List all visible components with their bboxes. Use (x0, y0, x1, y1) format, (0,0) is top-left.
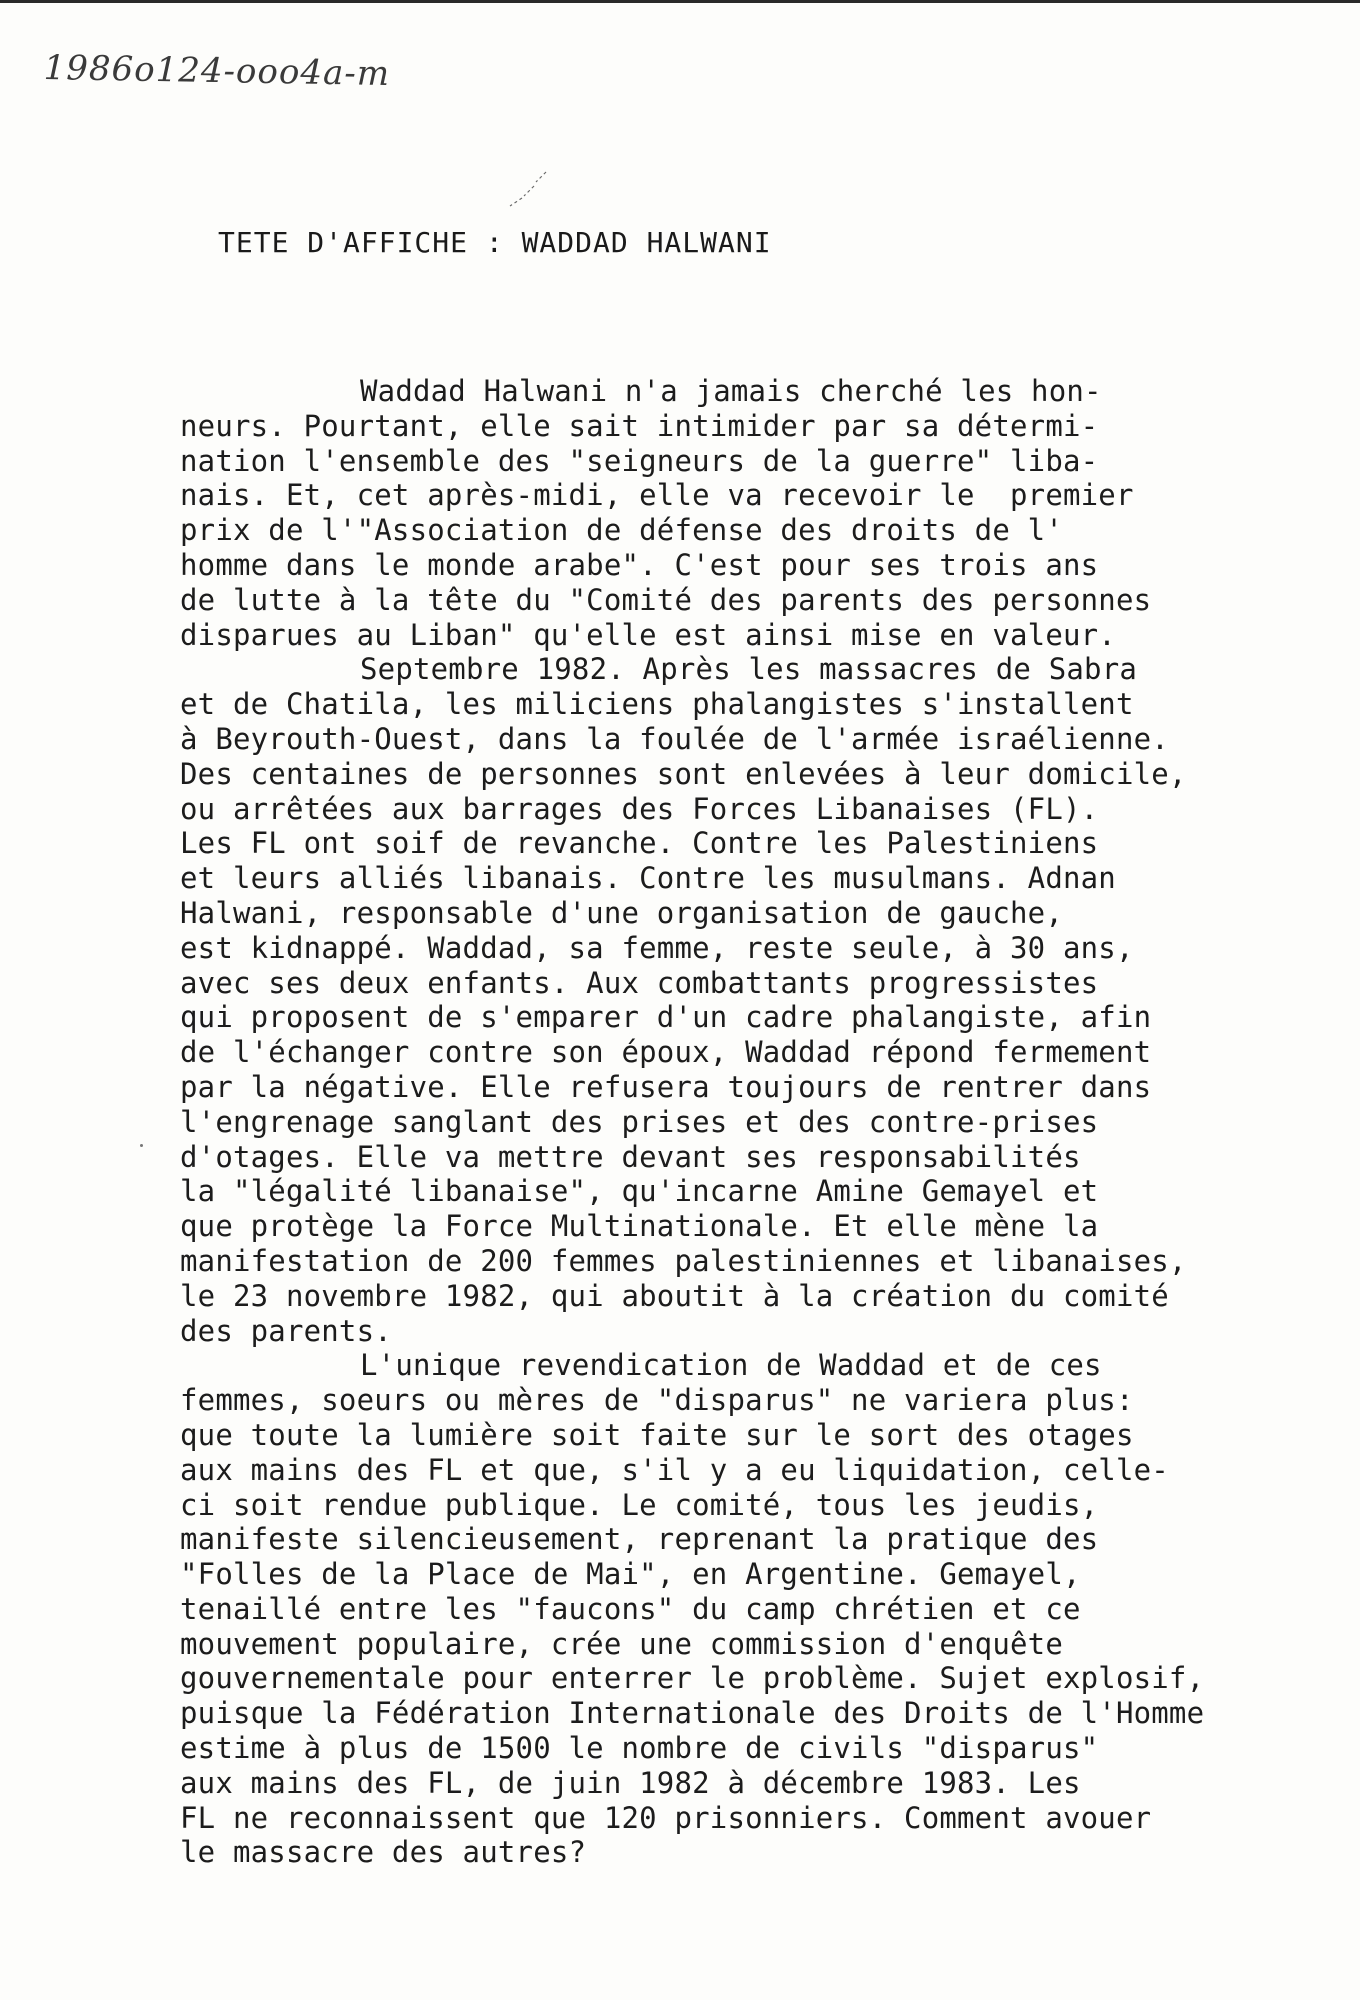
text-line: disparues au Liban" qu'elle est ainsi mise en valeur. (180, 617, 1116, 652)
text-line: L'unique revendication de Waddad et de ces (360, 1348, 1102, 1383)
paper-speck (140, 1144, 143, 1147)
text-line: Les FL ont soif de revanche. Contre les Palestiniens (180, 826, 1099, 861)
text-line: puisque la Fédération Internationale des Droits de l'Homme (180, 1696, 1205, 1731)
text-line: gouvernementale pour enterrer le problème. Sujet explosif, (180, 1661, 1205, 1696)
text-line: Des centaines de personnes sont enlevées à leur domicile, (180, 756, 1187, 791)
text-line: avec ses deux enfants. Aux combattants progressistes (180, 965, 1099, 1000)
text-line: ou arrêtées aux barrages des Forces Libanaises (FL). (180, 791, 1099, 826)
text-line: le 23 novembre 1982, qui aboutit à la création du comité (180, 1278, 1169, 1313)
paragraph-3 (180, 1348, 1230, 1870)
text-line: que toute la lumière soit faite sur le sort des otages (180, 1417, 1134, 1452)
text-line: aux mains des FL, de juin 1982 à décembre 1983. Les (180, 1765, 1081, 1800)
text-line: Halwani, responsable d'une organisation de gauche, (180, 895, 1063, 930)
text-line: homme dans le monde arabe". C'est pour ses trois ans (180, 547, 1099, 582)
pencil-mark-icon (506, 168, 552, 210)
text-line: femmes, soeurs ou mères de "disparus" ne variera plus: (180, 1383, 1134, 1418)
text-line: FL ne reconnaissent que 120 prisonniers. Comment avouer (180, 1800, 1152, 1835)
text-line: aux mains des FL et que, s'il y a eu liquidation, celle- (180, 1452, 1169, 1487)
text-line: d'otages. Elle va mettre devant ses responsabilités (180, 1139, 1081, 1174)
text-line: tenaillé entre les "faucons" du camp chrétien et ce (180, 1591, 1081, 1626)
text-line: à Beyrouth-Ouest, dans la foulée de l'armée israélienne. (180, 721, 1169, 756)
text-line: estime à plus de 1500 le nombre de civils "disparus" (180, 1731, 1099, 1766)
text-line: nation l'ensemble des "seigneurs de la guerre" liba- (180, 443, 1099, 478)
text-line: qui proposent de s'emparer d'un cadre phalangiste, afin (180, 1000, 1152, 1035)
text-line: manifeste silencieusement, reprenant la pratique des (180, 1522, 1099, 1557)
text-line: neurs. Pourtant, elle sait intimider par sa détermi- (180, 408, 1099, 443)
text-line: manifestation de 200 femmes palestiniennes et libanaises, (180, 1243, 1187, 1278)
text-line: prix de l'"Association de défense des droits de l' (180, 513, 1063, 548)
text-line: et de Chatila, les miliciens phalangistes s'installent (180, 687, 1134, 722)
text-line: des parents. (180, 1313, 392, 1348)
text-line: par la négative. Elle refusera toujours de rentrer dans (180, 1069, 1152, 1104)
text-line: la "légalité libanaise", qu'incarne Amine Gemayel et (180, 1174, 1099, 1209)
text-line: de lutte à la tête du "Comité des parents des personnes (180, 582, 1152, 617)
text-line: Waddad Halwani n'a jamais cherché les hon- (360, 374, 1102, 408)
text-line: ci soit rendue publique. Le comité, tous les jeudis, (180, 1487, 1099, 1522)
text-line: nais. Et, cet après-midi, elle va recevoir le premier (180, 478, 1134, 513)
headline: TETE D'AFFICHE : WADDAD HALWANI (218, 226, 772, 259)
text-line: l'engrenage sanglant des prises et des contre-prises (180, 1104, 1099, 1139)
text-line: est kidnappé. Waddad, sa femme, reste seule, à 30 ans, (180, 930, 1134, 965)
text-line: et leurs alliés libanais. Contre les musulmans. Adnan (180, 861, 1116, 896)
handwritten-archive-number: 1986o124-ooo4a-m (43, 48, 391, 95)
text-line: le massacre des autres? (180, 1835, 587, 1870)
text-line: de l'échanger contre son époux, Waddad répond fermement (180, 1035, 1152, 1070)
text-line: Septembre 1982. Après les massacres de Sabra (360, 652, 1138, 687)
text-line: mouvement populaire, crée une commission d'enquête (180, 1626, 1063, 1661)
page-top-edge (0, 0, 1360, 3)
text-line: que protège la Force Multinationale. Et elle mène la (180, 1209, 1099, 1244)
paragraph-2 (180, 652, 1230, 1348)
text-line: "Folles de la Place de Mai", en Argentine. Gemayel, (180, 1557, 1081, 1592)
paragraph-1 (180, 374, 1230, 652)
article-body (180, 374, 1230, 1870)
